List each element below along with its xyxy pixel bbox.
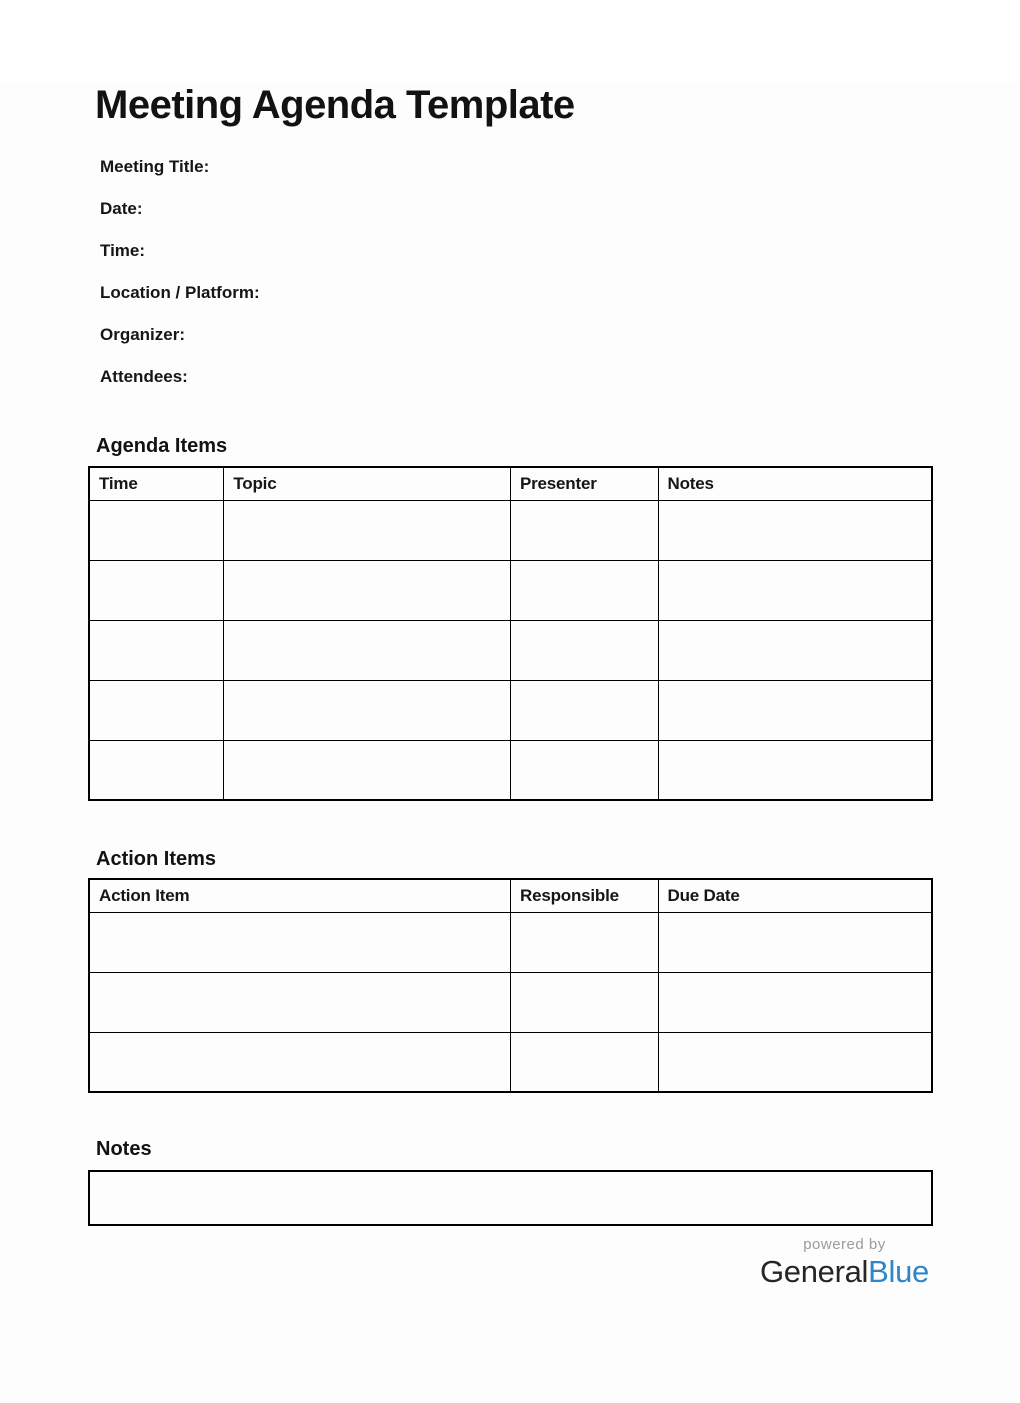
table-row [89,620,932,680]
field-date: Date: [100,199,143,218]
table-cell [224,680,511,740]
table-cell [511,912,659,972]
table-cell [510,500,658,560]
table-row [89,680,932,740]
action-items-table [88,878,933,1093]
action-col-item: Action Item [89,879,511,912]
page-title: Meeting Agenda Template [95,83,575,127]
agenda-col-notes: Notes [658,467,932,500]
table-cell [224,500,511,560]
table-cell [658,500,932,560]
action-col-due-date: Due Date [658,879,932,912]
agenda-col-time: Time [89,467,224,500]
table-cell [510,620,658,680]
table-cell [89,500,224,560]
table-cell [510,560,658,620]
table-cell [89,1032,511,1092]
table-cell [658,680,932,740]
table-cell [510,740,658,800]
table-cell [224,620,511,680]
brand-word-blue: Blue [868,1254,929,1289]
field-time: Time: [100,241,146,260]
agenda-items-heading: Agenda Items [96,435,228,457]
table-row [89,740,932,800]
table-cell [658,972,932,1032]
brand-word-general: General [759,1254,869,1289]
table-cell [511,972,659,1032]
notes-box [88,1170,933,1226]
table-cell [658,912,932,972]
table-cell [511,1032,659,1092]
agenda-col-topic: Topic [224,467,511,500]
action-header-row [89,879,932,912]
field-organizer: Organizer: [100,325,186,344]
agenda-col-presenter: Presenter [510,467,658,500]
meta-fields [100,158,1020,385]
table-cell [89,1171,932,1225]
action-items-heading: Action Items [96,848,217,870]
table-row [89,500,932,560]
document-page [0,83,1020,1403]
table-cell [224,560,511,620]
field-meeting-title: Meeting Title: [100,157,210,176]
footer [88,1236,933,1290]
table-cell [89,972,511,1032]
table-cell [510,680,658,740]
table-cell [658,1032,932,1092]
notes-heading: Notes [96,1138,152,1160]
table-cell [658,620,932,680]
field-attendees: Attendees: [100,367,188,386]
table-cell [89,680,224,740]
generalblue-logo [760,1254,929,1290]
table-row [89,912,932,972]
table-cell [89,740,224,800]
table-row [89,1171,932,1225]
table-cell [224,740,511,800]
agenda-table [88,466,933,801]
brand-block [760,1236,933,1290]
table-row [89,1032,932,1092]
powered-by-label: powered by [803,1236,886,1253]
table-row [89,560,932,620]
table-row [89,972,932,1032]
field-location-platform: Location / Platform: [100,283,260,302]
table-cell [89,912,511,972]
table-cell [89,620,224,680]
table-cell [89,560,224,620]
action-col-responsible: Responsible [511,879,659,912]
table-cell [658,560,932,620]
agenda-header-row [89,467,932,500]
table-cell [658,740,932,800]
